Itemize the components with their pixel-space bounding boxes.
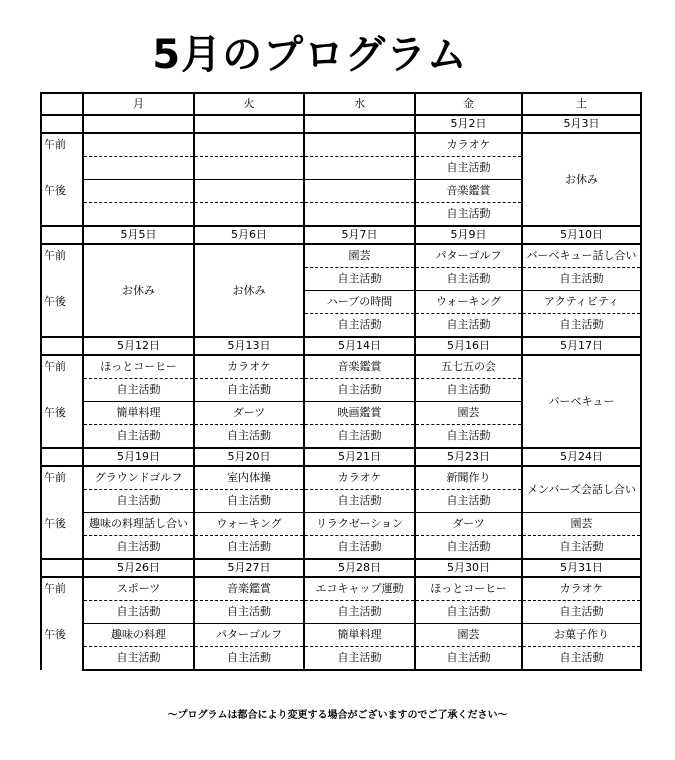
date-cell: 5月12日 xyxy=(83,337,194,355)
activity-row xyxy=(41,133,641,157)
date-cell: 5月17日 xyxy=(522,337,641,355)
activity-cell: カラオケ xyxy=(415,133,522,157)
activity-cell: 自主活動 xyxy=(194,536,304,560)
period-label-am: 午前 xyxy=(41,466,83,513)
period-label-am: 午前 xyxy=(41,244,83,291)
activity-cell: 自主活動 xyxy=(522,647,641,671)
date-cell: 5月6日 xyxy=(194,226,304,244)
activity-cell: バーベキュー xyxy=(522,355,641,448)
activity-cell: 自主活動 xyxy=(83,379,194,402)
activity-row xyxy=(41,244,641,268)
activity-cell: 室内体操 xyxy=(194,466,304,490)
period-label-pm: 午後 xyxy=(41,291,83,338)
activity-cell: 自主活動 xyxy=(304,314,415,338)
activity-cell: 自主活動 xyxy=(415,157,522,180)
activity-cell: お菓子作り xyxy=(522,624,641,647)
activity-cell: ダーツ xyxy=(415,513,522,536)
weekday-header: 月 xyxy=(83,93,194,115)
activity-cell: 自主活動 xyxy=(304,379,415,402)
activity-cell xyxy=(304,133,415,157)
activity-cell: 自主活動 xyxy=(415,314,522,338)
date-row-corner xyxy=(41,226,83,244)
activity-cell: ほっとコーヒー xyxy=(83,355,194,379)
activity-cell: リラクゼーション xyxy=(304,513,415,536)
weekday-header: 土 xyxy=(522,93,641,115)
activity-cell: カラオケ xyxy=(522,577,641,601)
activity-cell: 自主活動 xyxy=(194,601,304,624)
activity-cell: 音楽鑑賞 xyxy=(415,180,522,203)
activity-cell: メンバーズ会話し合い xyxy=(522,466,641,513)
activity-row xyxy=(41,601,641,624)
activity-cell: 自主活動 xyxy=(522,601,641,624)
activity-cell xyxy=(194,157,304,180)
date-cell: 5月26日 xyxy=(83,559,194,577)
activity-cell: 自主活動 xyxy=(194,490,304,513)
date-row-corner xyxy=(41,559,83,577)
date-row xyxy=(41,337,641,355)
weekday-header: 火 xyxy=(194,93,304,115)
activity-cell: 簡単料理 xyxy=(83,402,194,425)
period-label-am: 午前 xyxy=(41,355,83,402)
date-cell: 5月24日 xyxy=(522,448,641,466)
period-label-pm: 午後 xyxy=(41,180,83,227)
weekday-header xyxy=(41,93,83,115)
activity-cell: 趣味の料理 xyxy=(83,624,194,647)
period-label-pm: 午後 xyxy=(41,402,83,449)
activity-cell: 自主活動 xyxy=(83,647,194,671)
date-cell: 5月31日 xyxy=(522,559,641,577)
activity-cell xyxy=(304,180,415,203)
activity-cell: 自主活動 xyxy=(83,601,194,624)
activity-cell: バーベキュー話し合い xyxy=(522,244,641,268)
date-cell: 5月19日 xyxy=(83,448,194,466)
activity-cell: スポーツ xyxy=(83,577,194,601)
date-cell: 5月28日 xyxy=(304,559,415,577)
date-cell: 5月9日 xyxy=(415,226,522,244)
activity-cell: 自主活動 xyxy=(194,647,304,671)
activity-cell: 自主活動 xyxy=(415,601,522,624)
activity-cell xyxy=(83,203,194,227)
activity-row xyxy=(41,355,641,379)
date-cell: 5月23日 xyxy=(415,448,522,466)
date-cell: 5月21日 xyxy=(304,448,415,466)
activity-cell: 自主活動 xyxy=(83,490,194,513)
activity-cell xyxy=(83,157,194,180)
activity-cell: 五七五の会 xyxy=(415,355,522,379)
activity-cell xyxy=(304,203,415,227)
activity-cell: 自主活動 xyxy=(83,536,194,560)
activity-cell xyxy=(194,180,304,203)
activity-cell: お休み xyxy=(522,133,641,226)
weekday-header: 水 xyxy=(304,93,415,115)
date-row-corner xyxy=(41,448,83,466)
activity-cell: 新聞作り xyxy=(415,466,522,490)
activity-cell: パターゴルフ xyxy=(194,624,304,647)
activity-cell: 自主活動 xyxy=(415,379,522,402)
date-cell: 5月16日 xyxy=(415,337,522,355)
activity-cell: 自主活動 xyxy=(83,425,194,449)
activity-cell: 園芸 xyxy=(304,244,415,268)
date-cell: 5月14日 xyxy=(304,337,415,355)
activity-cell xyxy=(83,180,194,203)
activity-cell: 映画鑑賞 xyxy=(304,402,415,425)
activity-cell: パターゴルフ xyxy=(415,244,522,268)
weekday-header: 金 xyxy=(415,93,522,115)
activity-cell: 園芸 xyxy=(415,624,522,647)
date-cell: 5月5日 xyxy=(83,226,194,244)
activity-cell: 自主活動 xyxy=(522,314,641,338)
activity-cell: エコキャップ運動 xyxy=(304,577,415,601)
activity-cell: 自主活動 xyxy=(415,425,522,449)
activity-cell: 自主活動 xyxy=(304,425,415,449)
activity-cell: 自主活動 xyxy=(304,601,415,624)
activity-row xyxy=(41,536,641,560)
activity-cell: 音楽鑑賞 xyxy=(194,577,304,601)
activity-cell: 自主活動 xyxy=(415,536,522,560)
date-row xyxy=(41,559,641,577)
activity-cell: ウォーキング xyxy=(194,513,304,536)
activity-row xyxy=(41,513,641,536)
activity-cell: お休み xyxy=(194,244,304,337)
activity-cell: 自主活動 xyxy=(415,268,522,291)
activity-cell: 自主活動 xyxy=(304,490,415,513)
activity-cell: グラウンドゴルフ xyxy=(83,466,194,490)
date-cell xyxy=(194,115,304,133)
weekday-header-row xyxy=(41,93,641,115)
footer-note: ～プログラムは都合により変更する場合がございますのでご了承ください～ xyxy=(167,710,508,721)
date-cell: 5月27日 xyxy=(194,559,304,577)
date-row xyxy=(41,448,641,466)
activity-cell: 音楽鑑賞 xyxy=(304,355,415,379)
activity-cell: 自主活動 xyxy=(415,203,522,227)
page-title: 5月のプログラム xyxy=(152,32,468,78)
activity-cell: 自主活動 xyxy=(415,647,522,671)
date-row xyxy=(41,115,641,133)
activity-cell: お休み xyxy=(83,244,194,337)
activity-cell: 園芸 xyxy=(415,402,522,425)
activity-cell: カラオケ xyxy=(194,355,304,379)
date-cell xyxy=(304,115,415,133)
period-label-am: 午前 xyxy=(41,577,83,624)
period-label-pm: 午後 xyxy=(41,624,83,671)
activity-cell: 自主活動 xyxy=(304,536,415,560)
activity-cell xyxy=(194,203,304,227)
period-label-pm: 午後 xyxy=(41,513,83,560)
activity-cell xyxy=(194,133,304,157)
activity-cell: 自主活動 xyxy=(522,536,641,560)
activity-cell: 簡単料理 xyxy=(304,624,415,647)
date-row xyxy=(41,226,641,244)
date-cell: 5月2日 xyxy=(415,115,522,133)
date-cell: 5月10日 xyxy=(522,226,641,244)
activity-cell: 園芸 xyxy=(522,513,641,536)
activity-row xyxy=(41,624,641,647)
schedule-table xyxy=(40,92,642,671)
activity-cell: ダーツ xyxy=(194,402,304,425)
activity-cell: ウォーキング xyxy=(415,291,522,314)
activity-cell: 自主活動 xyxy=(304,268,415,291)
activity-cell xyxy=(304,157,415,180)
date-cell: 5月3日 xyxy=(522,115,641,133)
activity-cell xyxy=(83,133,194,157)
date-cell: 5月30日 xyxy=(415,559,522,577)
date-row-corner xyxy=(41,337,83,355)
activity-cell: カラオケ xyxy=(304,466,415,490)
date-row-corner xyxy=(41,115,83,133)
activity-cell: 自主活動 xyxy=(522,268,641,291)
date-cell xyxy=(83,115,194,133)
date-cell: 5月7日 xyxy=(304,226,415,244)
activity-cell: 自主活動 xyxy=(415,490,522,513)
period-label-am: 午前 xyxy=(41,133,83,180)
date-cell: 5月20日 xyxy=(194,448,304,466)
activity-row xyxy=(41,577,641,601)
date-cell: 5月13日 xyxy=(194,337,304,355)
activity-row xyxy=(41,647,641,671)
activity-cell: 自主活動 xyxy=(194,425,304,449)
activity-cell: 趣味の料理話し合い xyxy=(83,513,194,536)
activity-cell: ハーブの時間 xyxy=(304,291,415,314)
activity-cell: ほっとコーヒー xyxy=(415,577,522,601)
activity-row xyxy=(41,466,641,490)
activity-cell: アクティビティ xyxy=(522,291,641,314)
activity-cell: 自主活動 xyxy=(194,379,304,402)
activity-cell: 自主活動 xyxy=(304,647,415,671)
